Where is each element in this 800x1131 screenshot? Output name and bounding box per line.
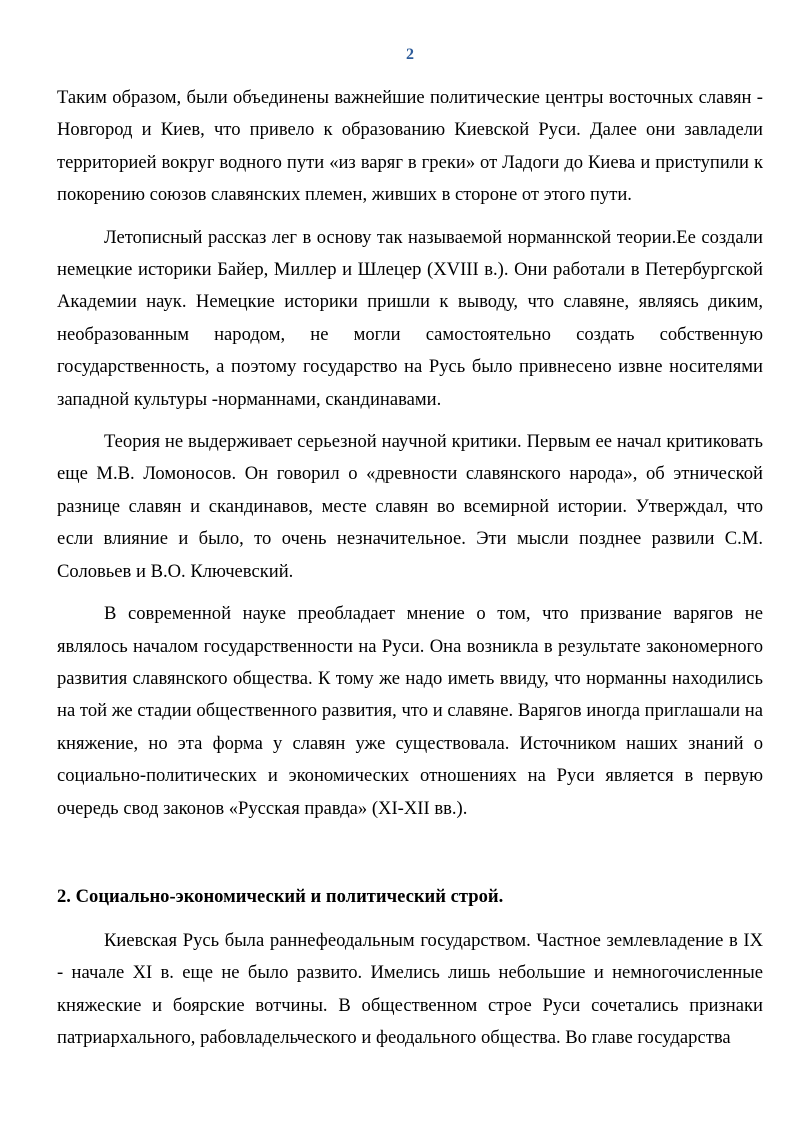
- page-number: 2: [406, 46, 414, 63]
- paragraph-1: Таким образом, были объединены важнейшие политические центры восточных славян - Новгород и Киев, что привело к образованию Киевской Руси. Далее они завладели территорией вокруг водного пути «из варяг в греки» от Ладоги до Киева и приступили к покорению союзов славянских племен, живших в стороне от этого пути.: [57, 87, 763, 206]
- section-paragraph-1: Киевская Русь была раннефеодальным государством. Частное землевладение в IX - начале XI в. еще не было развито. Имелись лишь небольшие и немногочисленные княжеские и боярские вотчины. В общественном строе Руси сочетались признаки патриархального, рабовладельческого и феодального общества. Во главе государства: [57, 929, 763, 1049]
- paragraph-2: Летописный рассказ лег в основу так называемой норманнской теории.Ее создали немецкие историки Байер, Миллер и Шлецер (XVIII в.). Они работали в Петербургской Академии наук. Немецкие историки пришли к выводу, что славяне, являясь диким, необразованным народом, не могли самостоятельно создать собственную государственность, а поэтому государство на Русь было привнесено извне носителями западной культуры -норманнами, скандинавами.: [57, 226, 763, 410]
- paragraph-4: В современной науке преобладает мнение о том, что призвание варягов не являлось началом государственности на Руси. Она возникла в результате закономерного развития славянского общества. К тому же надо иметь ввиду, что норманны находились на той же стадии общественного развития, что и славяне. Варягов иногда приглашали на княжение, но эта форма у славян уже существовала. Источником наших знаний о социально-политических и экономических отношениях на Руси является в первую очередь свод законов «Русская правда» (XI-XII вв.).: [57, 603, 763, 819]
- section-heading: 2. Социально-экономический и политический строй.: [57, 885, 504, 907]
- paragraph-3: Теория не выдерживает серьезной научной критики. Первым ее начал критиковать еще М.В. Ломоносов. Он говорил о «древности славянского народа», об этнической разнице славян и скандинавов, месте славян во всемирной истории. Утверждал, что если влияние и было, то очень незначительное. Эти мысли позднее развили С.М. Соловьев и В.О. Ключевский.: [57, 431, 763, 582]
- page-content: [57, 82, 763, 1055]
